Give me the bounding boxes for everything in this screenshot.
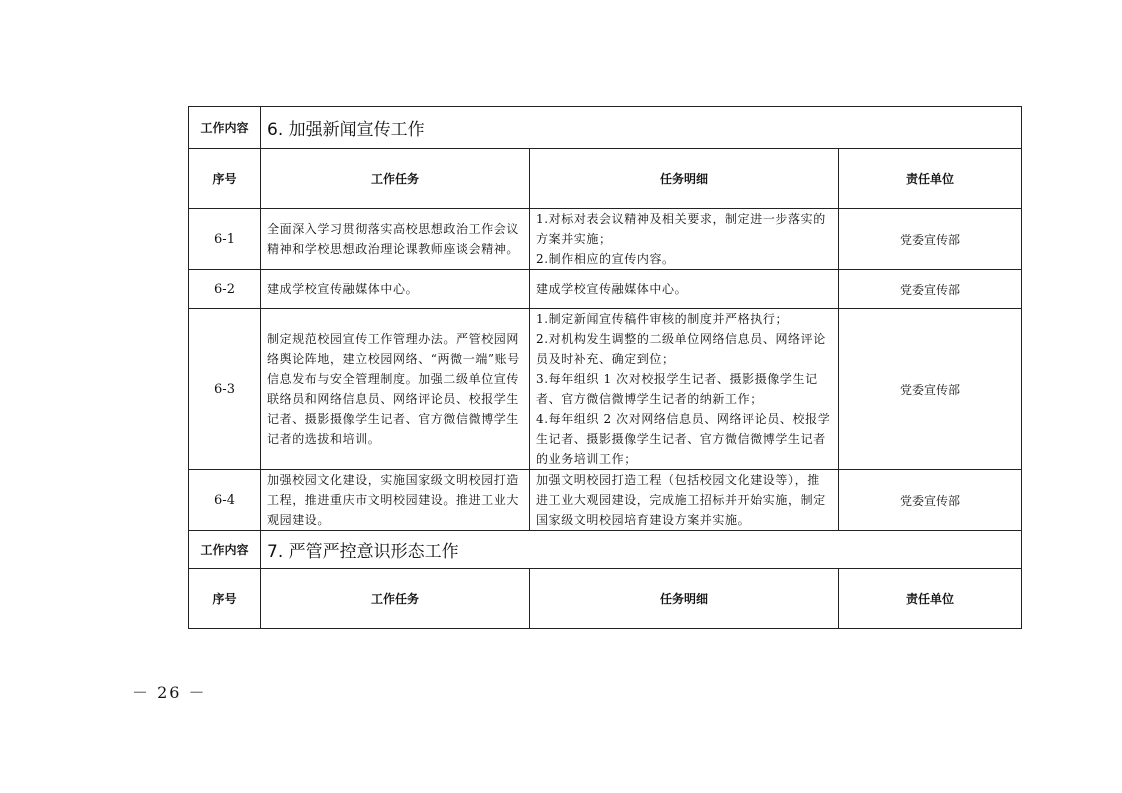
row-task: 加强校园文化建设，实施国家级文明校园打造工程，推进重庆市文明校园建设。推进工业大观园建设。 — [261, 470, 530, 531]
detail-line: 建成学校宣传融媒体中心。 — [536, 282, 688, 296]
row-details — [530, 270, 839, 309]
table-header-row — [189, 569, 1022, 629]
row-details — [530, 309, 839, 470]
detail-line: 加强文明校园打造工程（包括校园文化建设等），推进工业大观园建设，完成施工招标并开始实施，制定国家级文明校园培育建设方案并实施。 — [536, 473, 826, 527]
table-row — [189, 209, 1022, 270]
row-unit: 党委宣传部 — [839, 209, 1022, 270]
detail-line: 1.对标对表会议精神及相关要求，制定进一步落实的方案并实施； — [536, 212, 826, 246]
section-title: 7. 严管严控意识形态工作 — [261, 531, 1022, 569]
header-unit: 责任单位 — [839, 149, 1022, 209]
header-task: 工作任务 — [261, 149, 530, 209]
table-row — [189, 470, 1022, 531]
section-title-row — [189, 107, 1022, 149]
row-details — [530, 470, 839, 531]
table-row — [189, 309, 1022, 470]
header-details: 任务明细 — [530, 569, 839, 629]
row-id: 6-3 — [189, 309, 261, 470]
header-seq: 序号 — [189, 149, 261, 209]
header-details: 任务明细 — [530, 149, 839, 209]
work-plan-table — [188, 106, 1022, 629]
table-header-row — [189, 149, 1022, 209]
row-unit: 党委宣传部 — [839, 309, 1022, 470]
detail-line: 1.制定新闻宣传稿件审核的制度并严格执行； — [536, 312, 789, 326]
table-row — [189, 270, 1022, 309]
row-task: 制定规范校园宣传工作管理办法。严管校园网络舆论阵地，建立校园网络、“两微一端”账号信息发布与安全管理制度。加强二级单位宣传联络员和网络信息员、网络评论员、校报学生记者、摄影摄像学生记者、官方微信微博学生记者的选拔和培训。 — [261, 309, 530, 470]
detail-line: 2.对机构发生调整的二级单位网络信息员、网络评论员及时补充、确定到位； — [536, 332, 826, 366]
row-task: 全面深入学习贯彻落实高校思想政治工作会议精神和学校思想政治理论课教师座谈会精神。 — [261, 209, 530, 270]
header-seq: 序号 — [189, 569, 261, 629]
row-id: 6-1 — [189, 209, 261, 270]
header-unit: 责任单位 — [839, 569, 1022, 629]
section-label: 工作内容 — [189, 531, 261, 569]
row-unit: 党委宣传部 — [839, 270, 1022, 309]
row-id: 6-2 — [189, 270, 261, 309]
row-unit: 党委宣传部 — [839, 470, 1022, 531]
section-title: 6. 加强新闻宣传工作 — [261, 107, 1022, 149]
detail-line: 4.每年组织 2 次对网络信息员、网络评论员、校报学生记者、摄影摄像学生记者、官方微信微博学生记者的业务培训工作； — [536, 412, 831, 466]
row-details — [530, 209, 839, 270]
section-label: 工作内容 — [189, 107, 261, 149]
detail-line: 3.每年组织 1 次对校报学生记者、摄影摄像学生记者、官方微信微博学生记者的纳新工作； — [536, 372, 818, 406]
row-task: 建成学校宣传融媒体中心。 — [261, 270, 530, 309]
row-id: 6-4 — [189, 470, 261, 531]
page-number: － 26 － — [132, 683, 207, 702]
section-title-row — [189, 531, 1022, 569]
header-task: 工作任务 — [261, 569, 530, 629]
detail-line: 2.制作相应的宣传内容。 — [536, 252, 675, 266]
